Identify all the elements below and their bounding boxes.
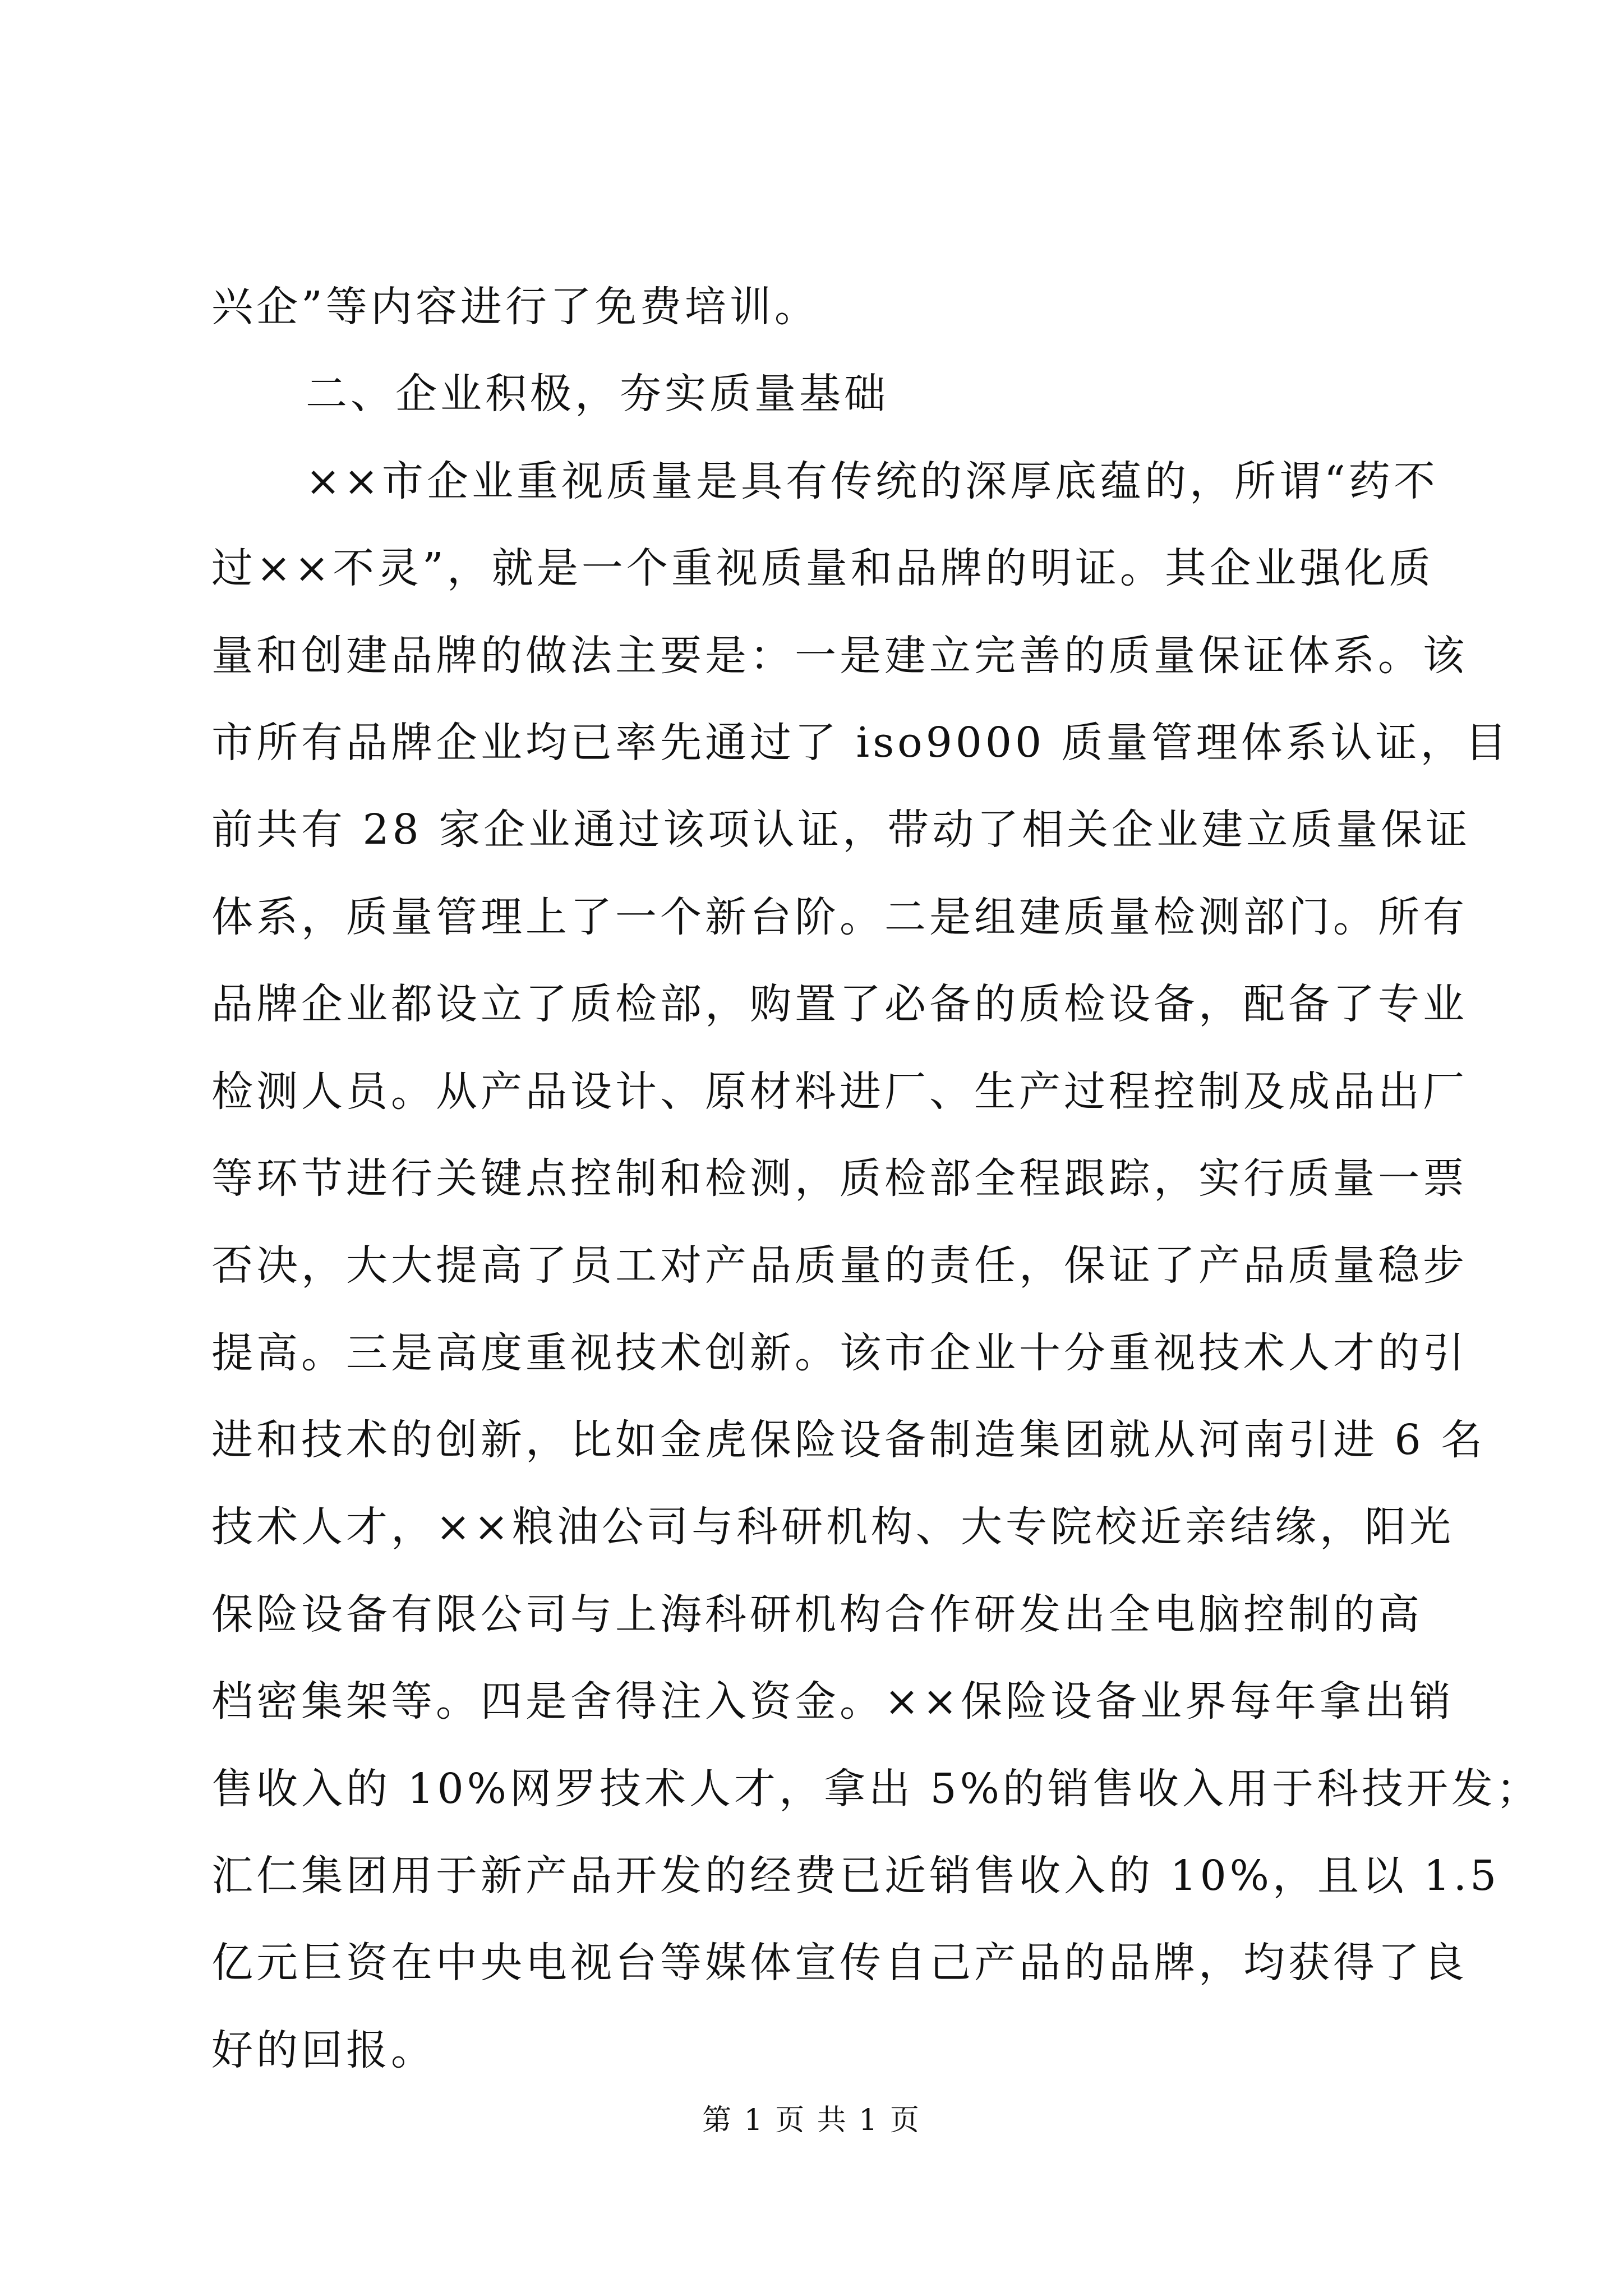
paragraph-line: 否决，大大提高了员工对产品质量的责任，保证了产品质量稳步 <box>211 1241 1468 1290</box>
section-heading: 二、企业积极，夯实质量基础 <box>306 370 889 418</box>
paragraph-line: 量和创建品牌的做法主要是：一是建立完善的质量保证体系。该 <box>211 631 1468 680</box>
paragraph-line: 检测人员。从产品设计、原材料进厂、生产过程控制及成品出厂 <box>211 1067 1468 1116</box>
paragraph-continuation-line: 兴企”等内容进行了免费培训。 <box>211 283 819 331</box>
paragraph-line: 市所有品牌企业均已率先通过了 iso9000 质量管理体系认证，目 <box>211 718 1510 767</box>
paragraph-line: 体系，质量管理上了一个新台阶。二是组建质量检测部门。所有 <box>211 892 1468 941</box>
paragraph-line: 提高。三是高度重视技术创新。该市企业十分重视技术人才的引 <box>211 1328 1468 1377</box>
body-text <box>211 264 1541 2094</box>
paragraph-line: 好的回报。 <box>211 2026 436 2074</box>
paragraph-line: 过××不灵”，就是一个重视质量和品牌的明证。其企业强化质 <box>211 544 1434 593</box>
page-number-label: 第 1 页 共 1 页 <box>702 2104 921 2137</box>
paragraph-line: 进和技术的创新，比如金虎保险设备制造集团就从河南引进 6 名 <box>211 1416 1486 1465</box>
paragraph-line: 汇仁集团用于新产品开发的经费已近销售收入的 10%，且以 1.5 <box>211 1852 1500 1901</box>
paragraph-line: 品牌企业都设立了质检部，购置了必备的质检设备，配备了专业 <box>211 980 1468 1029</box>
paragraph-line: 亿元巨资在中央电视台等媒体宣传自己产品的品牌，均获得了良 <box>211 1939 1468 1987</box>
paragraph-line: 档密集架等。四是舍得注入资金。××保险设备业界每年拿出销 <box>211 1677 1455 1726</box>
paragraph-line: 前共有 28 家企业通过该项认证，带动了相关企业建立质量保证 <box>211 806 1471 854</box>
paragraph-line: 技术人才，××粮油公司与科研机构、大专院校近亲结缘，阳光 <box>211 1503 1455 1552</box>
paragraph-line: 等环节进行关键点控制和检测，质检部全程跟踪，实行质量一票 <box>211 1154 1468 1203</box>
paragraph-line: 售收入的 10%网罗技术人才，拿出 5%的销售收入用于科技开发； <box>211 1764 1541 1813</box>
paragraph-first-line: ××市企业重视质量是具有传统的深厚底蕴的，所谓“药不 <box>306 457 1438 505</box>
page-footer <box>0 2101 1623 2140</box>
paragraph-line: 保险设备有限公司与上海科研机构合作研发出全电脑控制的高 <box>211 1590 1423 1639</box>
